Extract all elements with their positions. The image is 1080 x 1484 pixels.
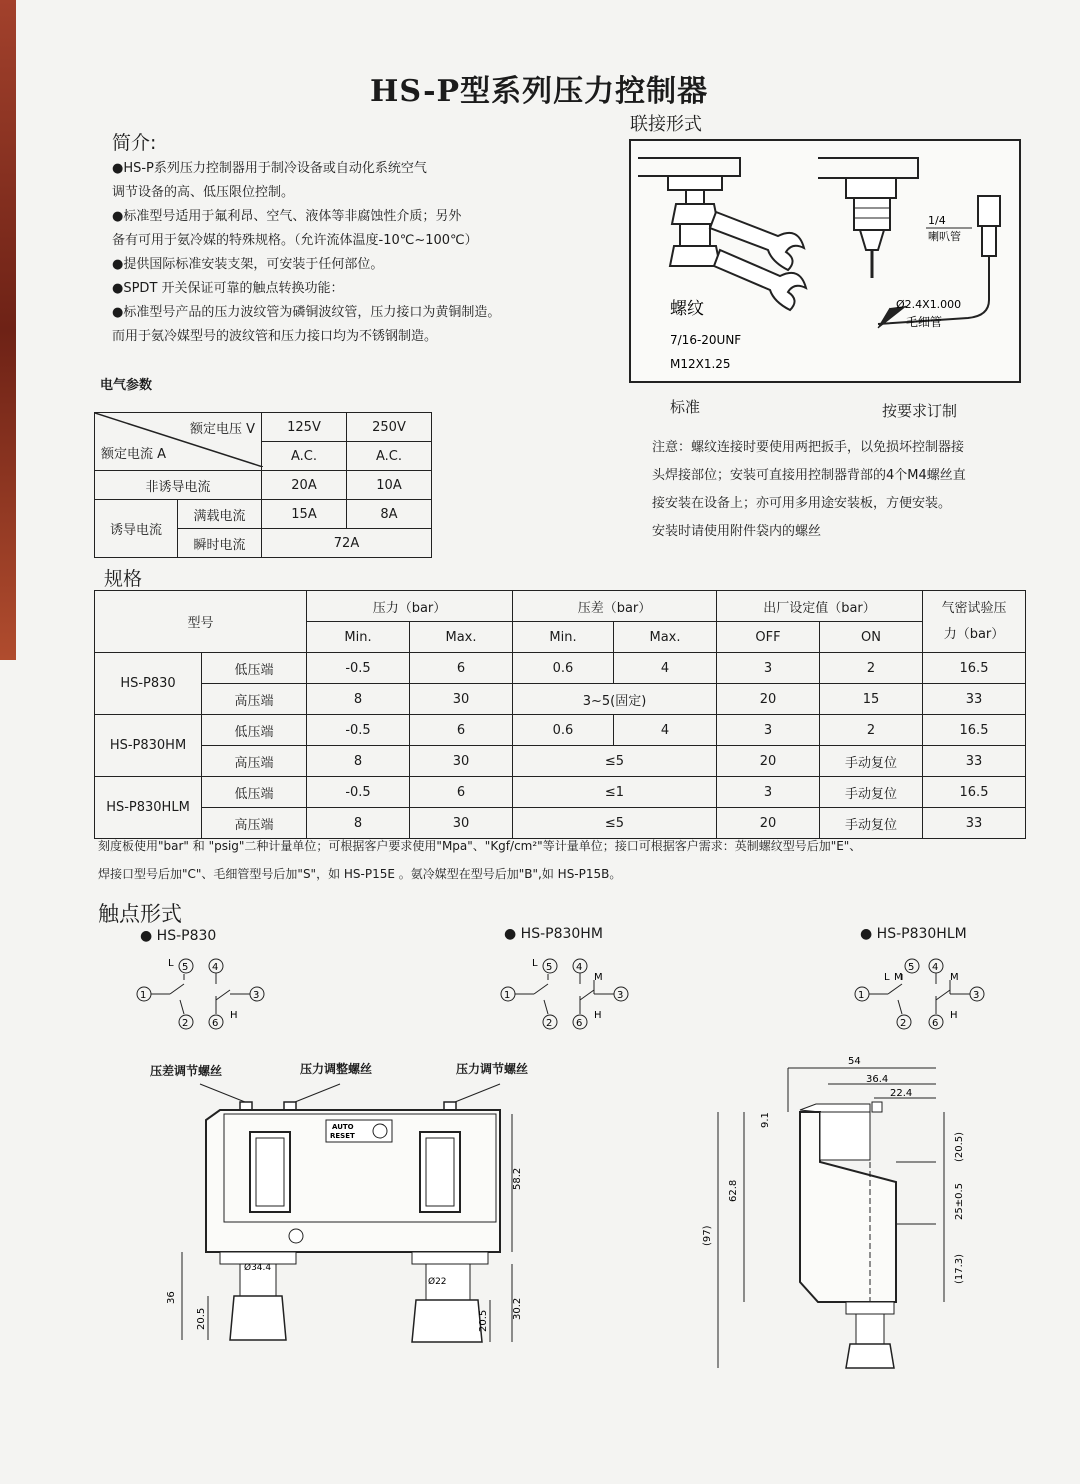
cell: 33 <box>923 684 1026 715</box>
pressure-min: Min. <box>307 622 410 653</box>
dim-20c: 20.5 <box>478 1309 489 1332</box>
press-set-label: 压力调节螺丝 <box>456 1062 529 1076</box>
voltage-125: 125V <box>262 413 347 442</box>
label-M: M <box>594 972 603 983</box>
capillary-label: 毛细管 <box>906 315 943 329</box>
model-header: 型号 <box>95 591 307 653</box>
label-M: M <box>950 972 959 983</box>
auto-label: AUTO <box>332 1123 354 1131</box>
high-side: 高压端 <box>202 684 307 715</box>
ni-125: 20A <box>262 471 347 500</box>
high-side: 高压端 <box>202 808 307 839</box>
node-2: 2 <box>546 1018 553 1029</box>
contact-diagram-a <box>130 954 280 1034</box>
label-L: L <box>168 958 174 969</box>
model-p830: HS-P830 <box>95 653 202 715</box>
contact-model-a: ● HS-P830 <box>140 928 217 944</box>
factory-off: OFF <box>717 622 820 653</box>
spec-table <box>94 590 1026 839</box>
intro-line: ●SPDT 开关保证可靠的触点转换功能： <box>112 281 344 296</box>
diff-max: Max. <box>614 622 717 653</box>
label-H: H <box>950 1010 958 1021</box>
test-header-line-2: 力（bar） <box>943 626 1005 642</box>
table-row <box>95 746 1026 777</box>
cell: 手动复位 <box>820 746 923 777</box>
capillary-size: Ø2.4X1.000 <box>896 298 962 311</box>
ac-1: A.C. <box>262 442 347 471</box>
cell: 20 <box>717 746 820 777</box>
dim-58: 58.2 <box>512 1167 523 1190</box>
dim-36-4: 36.4 <box>866 1074 889 1085</box>
node-1: 1 <box>140 990 147 1001</box>
rated-current: 额定电流 A <box>101 447 167 462</box>
factory-header: 出厂设定值（bar） <box>717 591 923 622</box>
node-4: 4 <box>932 962 939 973</box>
cell: 6 <box>410 777 513 808</box>
label-H: H <box>594 1010 602 1021</box>
intro-line: ●提供国际标准安装支架，可安装于任何部位。 <box>112 257 384 272</box>
side-view-drawing <box>700 1052 1000 1372</box>
cell: 3 <box>717 653 820 684</box>
electrical-heading: 电气参数 <box>100 378 153 393</box>
dim-34: Ø34.4 <box>244 1263 272 1273</box>
custom-label: 按要求订制 <box>882 402 958 420</box>
press-adj-label: 压力调整螺丝 <box>300 1062 373 1076</box>
table-row <box>95 653 1026 684</box>
cell: ≤5 <box>513 746 717 777</box>
cell: ≤5 <box>513 808 717 839</box>
full-load-label: 满载电流 <box>178 500 262 529</box>
intro-line: 备有可用于氨冷媒的特殊规格。（允许流体温度-10℃~100℃） <box>112 233 478 248</box>
instant-label: 瞬时电流 <box>178 529 262 558</box>
connection-diagram <box>628 138 1024 386</box>
low-side: 低压端 <box>202 715 307 746</box>
contact-diagram-b <box>494 954 644 1034</box>
cell: 3 <box>717 777 820 808</box>
cell: 2 <box>820 715 923 746</box>
page-title: HS-P型系列压力控制器 <box>370 74 709 109</box>
ni-250: 10A <box>347 471 432 500</box>
cell: 4 <box>614 715 717 746</box>
inductive-label: 诱导电流 <box>95 500 178 558</box>
dim-30: 30.2 <box>512 1297 523 1320</box>
node-3: 3 <box>973 990 980 1001</box>
voltage-250: 250V <box>347 413 432 442</box>
contact-model-c: ● HS-P830HLM <box>860 926 967 942</box>
node-4: 4 <box>212 962 219 973</box>
node-1: 1 <box>858 990 865 1001</box>
test-header <box>923 591 1026 653</box>
rated-voltage: 额定电压 V <box>189 422 255 437</box>
cell: 3 <box>717 715 820 746</box>
dim-20b: (20.5) <box>954 1131 965 1162</box>
cell: 30 <box>410 746 513 777</box>
intro-line: 而用于氨冷媒型号的波纹管和压力接口均为不锈钢制造。 <box>112 329 438 344</box>
table-row <box>95 777 1026 808</box>
label-M: M <box>894 972 903 983</box>
cell: 20 <box>717 808 820 839</box>
standard-label: 标准 <box>670 398 701 416</box>
contact-model-b: ● HS-P830HM <box>504 926 603 942</box>
cell: -0.5 <box>307 653 410 684</box>
ac-2: A.C. <box>347 442 432 471</box>
intro-line: ●标准型号产品的压力波纹管为磷铜波纹管，压力接口为黄铜制造。 <box>112 305 501 320</box>
contact-model-c-label: HS-P830HLM <box>876 926 967 942</box>
diag-header-cell <box>95 413 262 471</box>
front-view-drawing <box>150 1080 550 1380</box>
thread-1: 7/16-20UNF <box>670 333 742 347</box>
flare-size: 1/4 <box>928 214 946 227</box>
spec-footnote <box>98 832 861 888</box>
footnote-line: 焊接口型号后加"C"、毛细管型号后加"S"，如 HS-P15E 。氨冷媒型在型号后加"B",如 HS-P15B。 <box>98 867 622 881</box>
label-L: L <box>884 972 890 983</box>
cell: -0.5 <box>307 777 410 808</box>
cell: 8 <box>307 684 410 715</box>
model-p830hm: HS-P830HM <box>95 715 202 777</box>
node-2: 2 <box>182 1018 189 1029</box>
intro-heading: 简介: <box>112 132 157 154</box>
node-5: 5 <box>546 962 553 973</box>
contact-model-a-label: HS-P830 <box>156 928 217 944</box>
dim-25: 25±0.5 <box>954 1182 965 1220</box>
node-6: 6 <box>932 1018 939 1029</box>
intro-line: 调节设备的高、低压限位控制。 <box>112 185 295 200</box>
cell: 手动复位 <box>820 777 923 808</box>
node-6: 6 <box>576 1018 583 1029</box>
low-side: 低压端 <box>202 777 307 808</box>
cell: 2 <box>820 653 923 684</box>
cell: 15 <box>820 684 923 715</box>
dim-22-4: 22.4 <box>890 1088 913 1099</box>
diff-screw-label: 压差调节螺丝 <box>150 1064 223 1078</box>
cell: 0.6 <box>513 715 614 746</box>
diff-min: Min. <box>513 622 614 653</box>
thread-2: M12X1.25 <box>670 357 731 371</box>
cell: 3~5(固定) <box>513 684 717 715</box>
cell: 6 <box>410 653 513 684</box>
contact-model-b-label: HS-P830HM <box>520 926 603 942</box>
pressure-max: Max. <box>410 622 513 653</box>
node-5: 5 <box>908 962 915 973</box>
dim-97: (97) <box>702 1225 713 1246</box>
dim-62: 62.8 <box>728 1179 739 1202</box>
diff-header: 压差（bar） <box>513 591 717 622</box>
label-L: L <box>532 958 538 969</box>
cell: 6 <box>410 715 513 746</box>
node-4: 4 <box>576 962 583 973</box>
intro-section <box>112 128 500 349</box>
node-5: 5 <box>182 962 189 973</box>
dim-20: 20.5 <box>196 1307 207 1330</box>
cell: 30 <box>410 684 513 715</box>
node-2: 2 <box>900 1018 907 1029</box>
cell: 16.5 <box>923 653 1026 684</box>
node-3: 3 <box>253 990 260 1001</box>
flare-label: 喇叭管 <box>928 230 961 243</box>
contact-diagram-c <box>848 954 998 1034</box>
cell: 16.5 <box>923 715 1026 746</box>
cell: 33 <box>923 746 1026 777</box>
intro-line: ●HS-P系列压力控制器用于制冷设备或自动化系统空气 <box>112 161 427 176</box>
label-H: H <box>230 1010 238 1021</box>
footnote-line: 刻度板使用"bar" 和 "psig"二种计量单位；可根据客户要求使用"Mpa"、"Kgf/cm²"等计量单位；接口可根据客户需求：英制螺纹型号后加"E"、 <box>98 839 862 853</box>
table-row <box>95 715 1026 746</box>
table-row <box>95 684 1026 715</box>
contacts-heading: 触点形式 <box>98 902 182 926</box>
paper-edge <box>0 0 16 660</box>
cell: -0.5 <box>307 715 410 746</box>
dim-36: 36 <box>166 1291 177 1304</box>
note-line: 安装时请使用附件袋内的螺丝 <box>652 524 822 539</box>
node-3: 3 <box>617 990 624 1001</box>
node-1: 1 <box>504 990 511 1001</box>
spec-heading: 规格 <box>104 568 143 590</box>
pressure-header: 压力（bar） <box>307 591 513 622</box>
cell: ≤1 <box>513 777 717 808</box>
cell: 8 <box>307 808 410 839</box>
cell: 33 <box>923 808 1026 839</box>
model-p830hlm: HS-P830HLM <box>95 777 202 839</box>
non-inductive-label: 非诱导电流 <box>95 471 262 500</box>
factory-on: ON <box>820 622 923 653</box>
cell: 8 <box>307 746 410 777</box>
low-side: 低压端 <box>202 653 307 684</box>
cell: 0.6 <box>513 653 614 684</box>
dim-22: Ø22 <box>428 1277 447 1287</box>
dim-17: (17.3) <box>954 1253 965 1284</box>
node-6: 6 <box>212 1018 219 1029</box>
note-line: 注意：螺纹连接时要使用两把扳手，以免损坏控制器接 <box>652 440 965 455</box>
note-line: 头焊接部位；安装可直接用控制器背部的4个M4螺丝直 <box>652 468 966 483</box>
electrical-table <box>94 412 432 558</box>
cell: 4 <box>614 653 717 684</box>
cell: 20 <box>717 684 820 715</box>
note-line: 接安装在设备上；亦可用多用途安装板，方便安装。 <box>652 496 952 511</box>
cell: 16.5 <box>923 777 1026 808</box>
test-header-line-1: 气密试验压 <box>941 600 1007 616</box>
fl-125: 15A <box>262 500 347 529</box>
intro-line: ●标准型号适用于氟利昂、空气、液体等非腐蚀性介质；另外 <box>112 209 462 224</box>
dim-54: 54 <box>848 1056 861 1067</box>
connection-heading: 联接形式 <box>630 114 702 135</box>
cell: 手动复位 <box>820 808 923 839</box>
high-side: 高压端 <box>202 746 307 777</box>
instant-value: 72A <box>262 529 432 558</box>
fl-250: 8A <box>347 500 432 529</box>
install-note <box>652 434 966 546</box>
cell: 30 <box>410 808 513 839</box>
thread-label: 螺纹 <box>670 299 704 319</box>
dim-9: 9.1 <box>760 1112 771 1128</box>
reset-label: RESET <box>330 1132 355 1140</box>
